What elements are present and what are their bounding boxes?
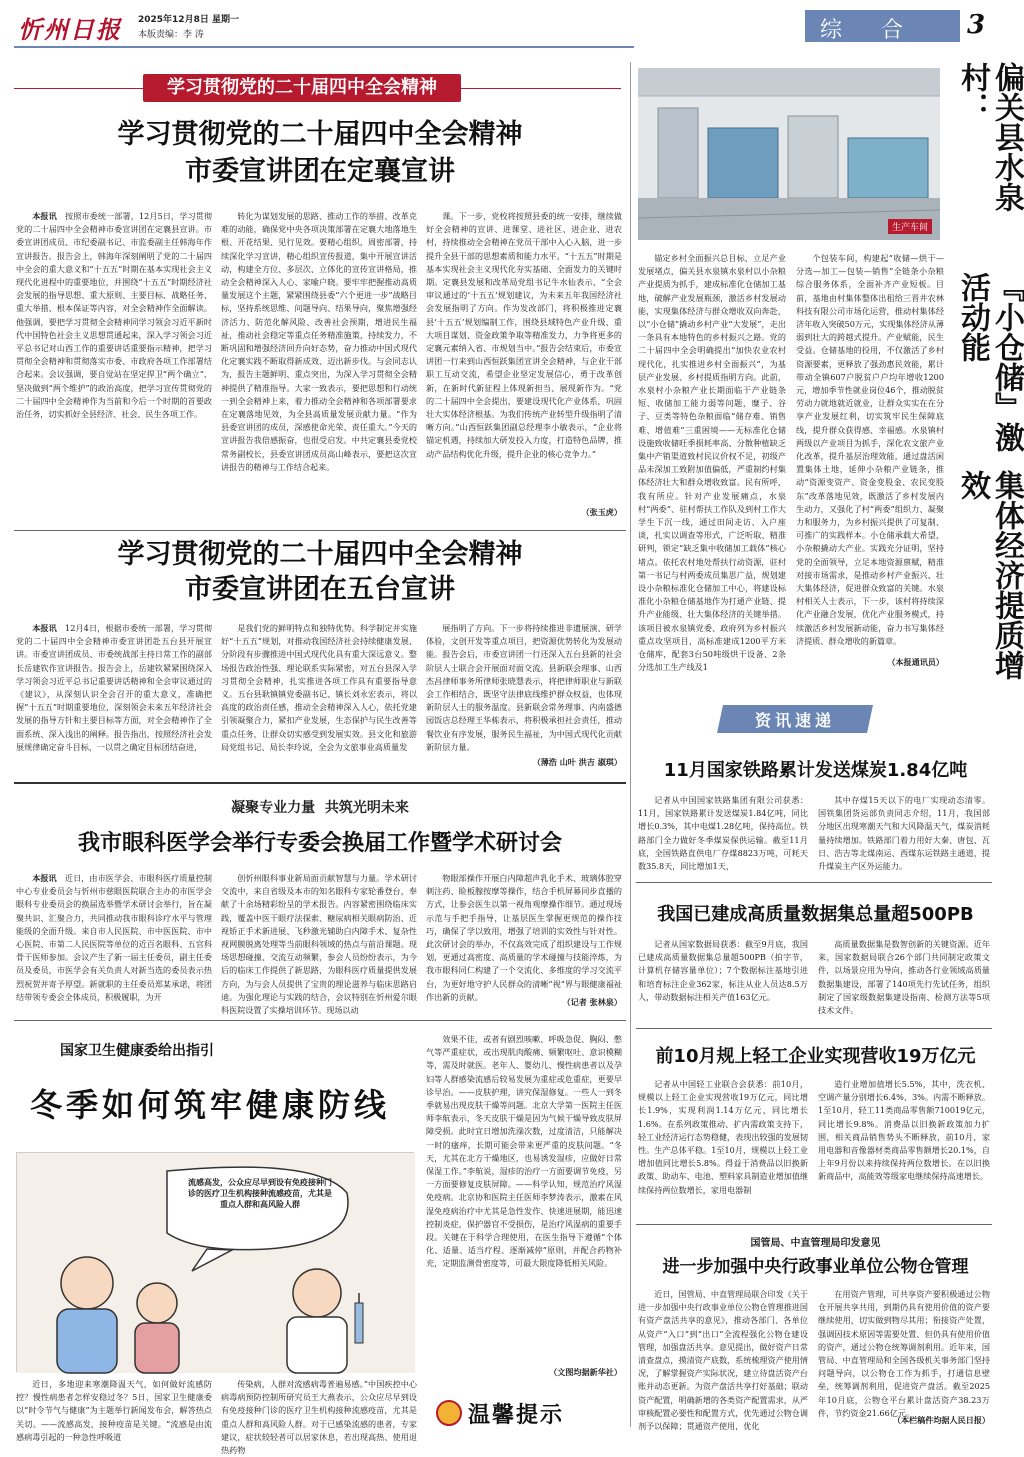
article2-col3-text: 展指明了方向。下一步将持续推进非遗展演、研学体验，文创开发等重点项目，把资源优势转化为发展动能。报告会后，市委宣讲团一行还深入五台县新的社会阶层人士联合会开展面对面交流。县新联会理事、山西杰昌律师事务所律师张晓慧表示，将把律师职业与新联会工作相结合，既坚守法律底线维护群众权益，也体现新阶层人士的服务温度。县新联会常务理事、内南盛德园饭店总经理王华栋表示，将积极承担社会责任，推动餐饮业有序发展，服务民生福祉，为中国式现代化贡献新阶层力量。 (426, 623, 622, 752)
article3-col2-text: 创忻州眼科事业新局面贡献智慧与力量。学术研讨交流中，来自省级及本市的知名眼科专家轮番登台，奉献了十余场精彩纷呈的学术报告。内容紧密围绕临床实践，覆盖中医干眼疗法探索、糖尿病相关眼病防治、近视矫正手术新进展、飞秒激光辅助白内障手术、复杂性视网膜脱离处理等当前眼科领域的热点与前沿课题。现场思想碰撞、交流互动频繁，参会人员纷纷表示，为今后的临床工作提供了新思路，为眼科医疗质量提供发展方向，为与会人员提供了宝贵的理论滋养与临床思路启迪。为强化理论与实践的结合，会议特别在忻州爱尔眼科医院设置了实操培训环节。现场以动 (221, 873, 417, 1016)
photo-caption: 生产车间 (888, 219, 932, 234)
article3-col1 (16, 872, 212, 1012)
divider-a3 (14, 1020, 626, 1021)
feature-col2 (796, 252, 944, 656)
article4-col1-text: 近日，多地迎来寒潮降温天气，如何做好流感防控？慢性病患者怎样安稳过冬？5日，国家卫生健康委以“时令节气与健康”为主题举行新闻发布会，解答热点关切。——流感高发，接种疫苗是关键。“流感是由流感病毒引起的一种急性呼吸道 (16, 1379, 212, 1442)
feature-title-mid: 『小仓储』激活动能 (955, 272, 1024, 452)
brief4-col2-text: 在用资产管理，可共享资产要积极通过公物仓开展共享共用，到期仍具有使用价值的资产要继续使用，切实做到物尽其用；衔接资产处置，强调因技术原因等需要处置、但仍具有使用价值的资产，通过公物仓统筹调剂利用。近年来，国管局、中直管理局和全国各级机关事务部门坚持问题导向，以公物仓工作为抓手，打通信息壁垒，统筹调剂利用，促进资产盘活。截至2025年10月底，公物仓平台累计盘活资产38.23万件，节约资金21.66亿元。 (818, 1289, 990, 1418)
article2-title-line2: 市委宣讲团在五台宣讲 (185, 574, 455, 605)
article4-col1 (16, 1378, 212, 1442)
article1-title-line1: 学习贯彻党的二十届四中全会精神 (117, 119, 523, 150)
article4-signature: （文图均据新华社） (549, 1367, 622, 1377)
page-editor: 本版责编：李 涛 (138, 30, 204, 40)
brief3-col1 (638, 1078, 808, 1218)
feature-col2-text: 个包装车间，构建起“收储—烘干—分选—加工—包装—销售”全链条小杂粮综合服务体系，全面补齐产业短板。目前，基地由村集体整体出租给三晋井农林科技有限公司市场化运营，推动村集体经济年收入突破50万元，实现集体经济从薄弱到壮大的跨越式提升。产业赋能，民生受益。仓储基地的投用，不仅激活了乡村资源要素，更释放了强劲惠民效能，累计带动全镇607户脱贫户户均年增收1200元，增加季节性就业岗位46个，推动脱贫劳动力就地就近就业，让群众实实在在分享产业发展红利，切实筑牢民生保障底线，提升群众获得感、幸福感。水泉镇村两级以产业项目为抓手，深化农文旅产业化改革，提升基层治理效能，通过盘活闲置集体土地，延伸小杂粮产业链条，推动“资源变资产、资金变股金、农民变股东”改革落地见效，既激活了乡村发展内生动力，又强化了村“两委”组织力、凝聚力和服务力，为乡村振兴提供了可复制、可推广的实践样本。小仓储承载大希望，小杂粮撬动大产业。实践充分证明，坚持党的全面领导，立足本地资源禀赋，精准对接市场需求，是推动乡村产业振兴、壮大集体经济，促进群众致富的关键。水泉村相关人士表示，下一步，该村将持续深化产业融合发展，优化产业服务模式，持续激活乡村发展新动能，奋力书写集体经济提质、群众增收的新篇章。 (796, 253, 944, 646)
divider-b1 (636, 882, 992, 883)
article2-col1-text: 12月4日，根据市委统一部署，学习贯彻党的二十届四中全会精神市委宣讲团赴五台县开展宣讲。市委宣讲团成员、市委统战部主持日常工作的副部长岳建钦作宣讲报告。报告会上，岳建钦紧紧围绕深入学习领会习近平总书记重要讲话精神和全会审议通过的《建议》，从深刻认识全会召开的重大意义，准确把握“十五五”时期重要地位，深刻领会未来五年经济社会发展的指导方针和主要目标等方面，对全会精神作了全面系统、深入浅出的阐释。报告指出，按照经济社会发展规律确定奋斗目标，一以贯之确定目标团结奋进， (16, 623, 212, 752)
article2-signature: （薄浩 山叶 洪吉 淑琪） (532, 757, 622, 767)
article4-title: 冬季如何筑牢健康防线 (30, 1086, 391, 1124)
feature-title-top: 偏关县水泉村： (955, 62, 1024, 212)
brief3-col1-text: 记者从中国轻工业联合会获悉：前10月，规模以上轻工企业实现营收19万亿元，同比增长1.9%，实现利润1.14万亿元，同比增长1.6%。在系列政策推动、扩内需政策支持下，轻工业经济运行态势稳健，表现出较强的发展韧性。生产总体平稳。1至10月，规模以上轻工业增加值同比增长5.8%。得益于消费品以旧换新政策、助动车、电池、塑料家具制造业增加值继续保持两位数增长，家用电器制 (638, 1079, 808, 1195)
alarm-clock-icon (436, 1400, 462, 1426)
article4-col2 (221, 1378, 417, 1456)
article1-lead: 本报讯 (32, 211, 57, 221)
feature-title-bot: 集体经济提质增效 (955, 470, 1024, 680)
brief1-col2-text: 其中存煤15天以下的电厂实现动态清零。国铁集团货运部负责同志介绍，11月，我国部分地区出现寒潮天气和大风降温天气，煤炭消耗量持续增加。铁路部门着力用好大秦、唐包、瓦日、浩吉等北煤南运、西煤东运铁路主通道，提升煤炭主产区外运能力。 (818, 795, 990, 872)
brief1-title: 11月国家铁路累计发送煤炭1.84亿吨 (663, 760, 968, 781)
cartoon-caption: 流感高发，公众应尽早到设有免疫接种门诊的医疗卫生机构接种流感疫苗，尤其是重点人群和高风险人群 (188, 1178, 332, 1209)
brief4-col1 (638, 1288, 808, 1432)
article2-col3 (426, 622, 622, 756)
brief3-title: 前10月规上轻工企业实现营收19万亿元 (655, 1046, 976, 1067)
newspaper-logo: 忻州日报 (18, 15, 122, 44)
article3-col2 (221, 872, 417, 1016)
reminder-label: 温馨提示 (468, 1402, 565, 1428)
divider-b2 (636, 1028, 992, 1029)
article1-col1-text: 按照市委统一部署，12月5日，学习贯彻党的二十届四中全会精神市委宣讲团在定襄县宣讲。市委宣讲团成员、市纪委副书记、市监委副主任韩海年作宣讲报告。报告会上，韩海年深刻阐明了党的二十届四中全会的重大意义和“十五五”时期在基本实现社会主义现代化进程中的重要地位，并围绕“十五五”时期经济社会发展的指导思想、重大原则、主要目标、战略任务、重大举措、根本保证等内容，对全会精神作全面解读。他强调，要把学习贯彻全会精神同学习领会习近平新时代中国特色社会主义思想贯通起来，深入学习领会习近平总书记对山西工作的重要讲话重要指示精神，把学习贯彻全会精神和贯彻落实市委、市政府各项工作部署结合起来。会议强调，要自觉站在坚定捍卫“两个确立”、坚决做到“两个维护”的政治高度，把学习宣传贯彻党的二十届四中全会精神作为当前和今后一个时期的首要政治任务，切实抓好全县经济、社会、民生各项工作。 (16, 211, 212, 420)
brief1-col2 (818, 794, 990, 872)
divider-a2 (14, 782, 626, 784)
brief4-col1-text: 近日，国管局、中直管理局联合印发《关于进一步加强中央行政事业单位公物仓管理推进国有资产盘活共享的意见》，推动各部门、各单位从资产“入口”到“出口”全流程强化公物仓建设管理，加强盘活共享。意见提出，做好资产日常清查盘点，摸清资产底数，系统梳理资产使用情况，了解掌握资产实际状况，建立待盘活资产台账并动态更新。为资产盘活共享打好基础；联动资产配置，明确新增的各类资产配置需求，从严审核配置必要性和配置方式，优先通过公物仓调剂予以保障；贯通资产使用，优化 (638, 1289, 808, 1432)
factory-photo-image (638, 68, 940, 240)
article1-col3 (426, 210, 622, 510)
article1-signature: （张玉虎） (581, 507, 622, 517)
article1-col2-text: 转化为谋划发展的思路、推动工作的举措、改革克难的动能，确保党中央各项决策部署在定襄大地落地生根、开花结果、见行见效。要精心组织，周密部署，持续深化学习宣讲，精心组织宣传报道，集中开展宣讲活动，构建全方位、多层次、立体化的宣传宣讲格局，推动全会精神深入人心、家喻户晓。要牢牢把握推动高质量发展这个主题，紧紧围绕县委“六个更进一步”战略目标，坚持系统思维、问题导向、结果导向，聚焦增强经济活力、防范化解风险、改善社会预期，增进民生福祉，推动社会稳定等重点任务精准施策，持续发力，不断巩固和增强经济回升向好态势，奋力推动中国式现代化定襄实践不断取得新成效、迈出新步伐。与会同志认为，报告主题鲜明、重点突出，为深入学习贯彻全会精神提供了精准指导。大家一致表示，要把思想和行动统一到全会精神上来，着力推动全会精神和各项部署要求在定襄落地见效，为全县高质量发展贡献力量。“作为县委宣讲团的成员，深感使命光荣、责任重大。”今天的宣讲报告我倍感振奋，也很受启发。中共定襄县委党校常务副校长，县委宣讲团成员高山峰表示，要把这次宣讲报告的精神与工作结合起来。 (221, 211, 417, 472)
article1-col2 (221, 210, 417, 526)
brief3-col2 (818, 1078, 990, 1218)
brief1-col1-text: 记者从中国国家铁路集团有限公司获悉：11月，国家铁路累计发送煤炭1.84亿吨，同比增长0.3%，其中电煤1.28亿吨，保持高位。铁路部门全力做好冬季煤炭保供运输。截至11月底，全国铁路直供电厂存煤8823万吨，可耗天数35.8天，同比增加1天， (638, 795, 808, 872)
article3-kicker: 凝聚专业力量 共筑光明未来 (231, 800, 409, 816)
article1-title-line2: 市委宣讲团在定襄宣讲 (185, 156, 455, 187)
article2-col2-text: 是我们党的鲜明特点和独特优势。科学制定并实施好“十五五”规划，对推动我国经济社会持续健康发展、分阶段有步骤推进中国式现代化具有重大深远意义。整场报告政治性强、理论联系实际紧密，对五台县深入学习贯彻全会精神，扎实推进各项工作具有重要指导意义。五台县耿镇镇党委副书记、镇长刘永宏表示，将以高度的政治责任感，推动全会精神深入人心，依托党建引领凝聚合力，紧扣产业发展，生态保护与民生改善等重点任务，让群众切实感受到发展实效。县文化和旅游局党组书记、局长李玲说，全会为文旅事业高质量发 (221, 623, 417, 752)
divider-b3 (636, 1224, 992, 1225)
article4-col2-text: 传染病，人群对流感病毒普遍易感。”中国疾控中心病毒病预防控制所研究员王大燕表示，公众应尽早到设有免疫接种门诊的医疗卫生机构接种流感疫苗，尤其是重点人群和高风险人群。对于已感染流感的患者，专家建议，症状较轻者可以居家休息，若出现高热、使用退热药物 (221, 1379, 417, 1456)
article2-title-line1: 学习贯彻党的二十届四中全会精神 (117, 539, 523, 570)
article4-col3 (426, 1033, 622, 1363)
article2-lead: 本报讯 (32, 623, 57, 633)
factory-photo (638, 68, 940, 240)
article4-col3-text: 效果不佳，或者有剧烈咳嗽、呼吸急促、胸闷、憋气等严重症状，或出现肌肉酸痛、频繁呕吐、意识模糊等，需及时就医。老年人、婴幼儿、慢性病患者以及孕妇等人群感染流感后较易发展为重症或危重症，更要早诊早治。——皮肤护理，讲究保湿修复。一些人一到冬季就易出现皮肤干燥等问题。北京大学第一医院主任医师李航表示，冬天皮肤干燥是因为气候干燥导致皮肤屏障受损。此时宜日增加洗澡次数，过度清洁，只能解决一时的瘙痒，长期可能会带来更严重的皮肤问题。“冬天，尤其在北方干燥地区，也易诱发湿疹，应做好日常保湿工作。”李航说，湿疹的治疗一方面要调节免疫，另一方面要修复皮肤屏障。——科学认知，规范治疗风湿免疫病。北京协和医院主任医师李梦涛表示，激素在风湿免疫病治疗中尤其是急性发作、快速进展期，能迅速控制炎症，保护器官不受损伤，是治疗风湿病的重要手段。关键在于科学合理使用，在医生指导下遵循“个体化、适量、适当疗程、逐渐减停”原则，并配合药物补充，定期监测骨密度等，可最大限度降低相关风险。 (426, 1034, 622, 1269)
page-number: 3 (967, 10, 986, 40)
divider-a1 (14, 530, 626, 531)
masthead (0, 0, 1005, 48)
health-cartoon (16, 1152, 414, 1372)
brief2-title: 我国已建成高质量数据集总量超500PB (657, 904, 974, 925)
reminder-badge (436, 1398, 616, 1428)
feature-col1 (638, 252, 786, 672)
feature-col1-text: 锚定乡村全面振兴总目标，立足产业发展堵点，偏关县水泉镇水泉村以小杂粮产业提质为抓手，建成标准化仓储加工基地，破解产业发展瓶颈，激活乡村发展动能，实现集体经济与群众增收双向奔赴，以“小仓储”撬动乡村产业“大发展”，走出一条具有本地特色的乡村振兴之路。党的二十届四中全会明确提出“加快农业农村现代化，扎实推进乡村全面振兴”，为基层产业发展、乡村提质指明方向。此前，水泉村小杂粮产业长期面临干产业链条短、收储加工能力弱等问题，糜子、谷子、豆类等特色杂粮面临“储存难、销售难、增值难”三重困境——无标准化仓储设施致收储旺季损耗率高、分散种植缺乏集中产销渠道致村民议价权不足，初级产品未深加工致附加值偏低，严重制约村集体经济壮大和群众增收致富。民有所呼，我有所应。针对产业发展痛点，水泉村“两委”、驻村帮扶工作队及到村工作大学生下沉一线，通过田间走访、入户座谈，扎实以调查等形式，广泛听取、精准研判，锁定“缺乏集中收储加工载体”核心堵点。依托农村地处帮扶行动资源，驻村第一书记与村两委成员集思广益，规划建设小杂粮标准化仓储加工中心，将建设标准化小杂粮仓储基地作为打通产业链、提升产业能级、壮大集体经济的关键举措。该项目被水泉镇党委、政府列为乡村振兴重点攻坚项目，高标准建成1200平方米仓储库，配套3台50吨级烘干设备、2条分选加工生产线及1 (638, 253, 786, 673)
article3-col3-text: 物眼部操作开展白内障超声乳化手术、玻璃体腔穿刺注药、睑板腺按摩等操作，结合手机屏幕同步直播的方式，让参会医生以第一视角观摩操作细节。通过现场示范与手把手指导，让基层医生掌握更规范的操作技巧，确保了学以致用，增强了培训的实效性与针对性。此次研讨会的举办，不仅高效完成了组织建设与工作规划，更通过高密度、高质量的学术碰撞与技能淬炼，为我市眼科同仁构建了一个交流化、多维度的学习交流平台，为更好地守护人民群众的清晰“视”界与眼健康福祉作出新的贡献。 (426, 873, 622, 1002)
brief3-col2-text: 造行业增加值增长5.5%，其中，洗衣机、空调产量分别增长6.4%、3%。内需不断释放。1至10月，轻工11类商品零售额710019亿元，同比增长9.8%。消费品以旧换新政策加力扩围，相关商品销售势头不断释放，前10月，家用电器和音像器材类商品零售额增长20.1%，自上年9月份以来持续保持两位数增长。在以旧换新商品中，高能效等级家电继续保持高速增长。 (818, 1079, 990, 1182)
article3-lead: 本报讯 (32, 873, 57, 883)
article2-col1 (16, 622, 212, 772)
brief4-signature: （本栏稿件均据人民日报） (892, 1415, 990, 1425)
article1-col1 (16, 210, 212, 526)
masthead-rule (14, 46, 634, 48)
article2-col2 (221, 622, 417, 772)
article3-title: 我市眼科医学会举行专委会换届工作暨学术研讨会 (77, 831, 562, 856)
brief2-col2-text: 高质量数据集是数智创新的关键资源。近年来，国家数据局联合26个部门共同制定政策文件，以场景应用为导向，推动各行业领域高质量数据集建设，部署了140项先行先试任务，组织制定了国家级数据集建设指南、检测方法等5项技术文件。 (818, 939, 990, 1016)
article3-col1-text: 近日，由市医学会、市眼科医疗质量控制中心专业委员会与忻州市慈眼医院联合主办的市医学会眼科专业委员会的换届选举暨学术研讨会举行，旨在凝聚共识、汇聚合力，共同推动我市眼科诊疗水平与管理能级的全面升级。来自市人民医院、市中医医院、市中心医院、市第二人民医院等单位的近百名眼科、五官科骨干医师参加。会议产生了新一届主任委员，副主任委员及委员，市医学会有关负责人对新当选的委员表示热烈祝贺并寄予厚望。新就职的主任委员郑某承诺，将团结带领专委会全体成员，积极履职，为开 (16, 873, 212, 1002)
theme-banner: 学习贯彻党的二十届四中全会精神 (143, 74, 461, 102)
brief-banner-label: 资讯速递 (754, 711, 835, 730)
brief2-col1 (638, 938, 808, 1020)
feature-signature: （本报通讯员） (887, 657, 944, 667)
banner-rule-right (461, 88, 621, 89)
brief4-kicker: 国管局、中直管理局印发意见 (750, 1238, 881, 1249)
brief2-col1-text: 记者从国家数据局获悉：截至9月底，我国已建成高质量数据集总量超500PB（拍字节，计算机存储容量单位）；7个数据标注基地引进和培育标注企业362家，标注从业人员达8.5万人，带动数据标注相关产值163亿元。 (638, 939, 808, 1002)
brief1-col1 (638, 794, 808, 872)
article4-kicker: 国家卫生健康委给出指引 (60, 1043, 214, 1059)
article3-signature: （记者 张林泉） (562, 997, 622, 1007)
brief4-col2 (818, 1288, 990, 1418)
brief4-title: 进一步加强中央行政事业单位公物仓管理 (662, 1257, 969, 1277)
column-divider (630, 62, 631, 1427)
article1-col3-text: 课。下一步，党校将按照县委的统一安排，继续做好全会精神的宣讲、进课堂、进社区、进企业、进农村，持续推动全会精神在党员干部中入心入脑，进一步提升全县干部的思想素质和能力水平。“十五五”时期是基本实现社会主义现代化夯实基础、全面发力的关键时期。定襄县发展和改革局党组书记牛水仙表示，“全会审议通过的‘十五五’规划建议，为未来五年我国经济社会发展指明了方向。作为发改部门，将积极推进定襄县‘十五五’规划编制工作，围绕县域特色产业升级、重大项目谋划、资金政策争取等精准发力，力争将更多的定襄元素纳入省、市规划当中。”报告会结束后，市委宣讲团一行来到山西恒跃集团宣讲全会精神，与企业干部职工互动交流，希望企业坚定发展信心，勇于改革创新，在新时代新征程上体现新担当、展现新作为。“党的二十届四中全会提出，要建设现代化产业体系，巩固壮大实体经济根基。为我们传统产业转型升级指明了清晰方向。”山西恒跃集团副总经理李小敏表示，“企业将锚定机遇，持续加大研发投入力度，打造特色品牌，推动产品结构优化升级，提升企业的核心竞争力。” (426, 211, 622, 459)
brief2-col2 (818, 938, 990, 1020)
banner-rule-left (14, 88, 143, 89)
section-name: 综 合 (820, 18, 919, 43)
issue-date: 2025年12月8日 星期一 (138, 15, 239, 25)
